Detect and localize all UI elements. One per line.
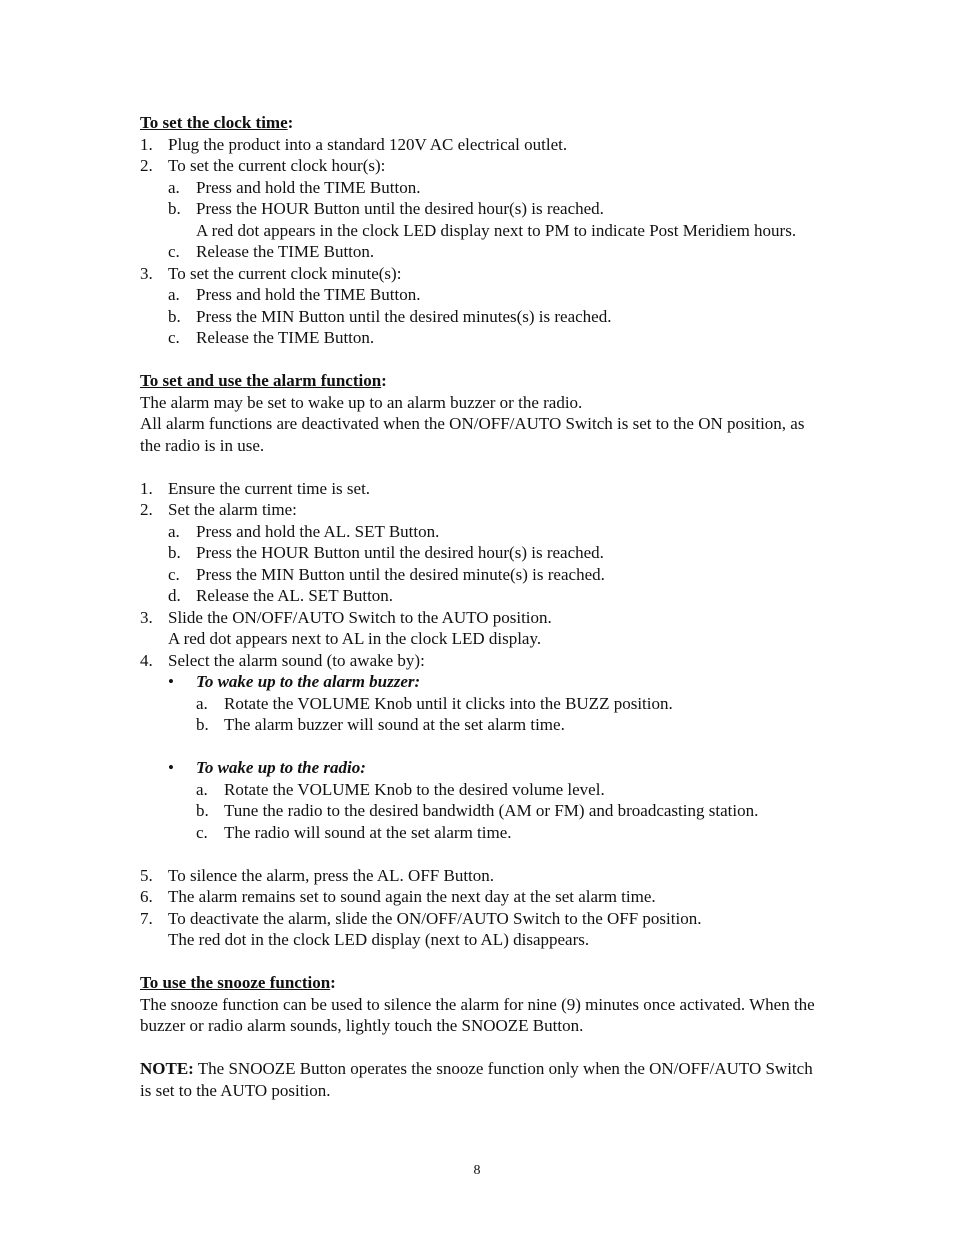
alarm-intro-1: The alarm may be set to wake up to an alarm buzzer or the radio.	[140, 392, 583, 412]
snooze-note-2: is set to the AUTO position.	[140, 1080, 331, 1100]
alarm-step-6: 6. The alarm remains set to sound again the next day at the set alarm time.	[140, 887, 656, 906]
clock-heading: To set the clock time:	[140, 113, 294, 132]
bullet-icon: •	[168, 672, 174, 691]
alarm-step-3: 3. Slide the ON/OFF/AUTO Switch to the AUTO position.	[140, 607, 552, 627]
spacer	[140, 736, 900, 758]
spacer	[140, 843, 900, 865]
alarm-time-sub-c: c. Press the MIN Button until the desired minute(s) is reached.	[168, 564, 605, 584]
radio-sub-c: c. The radio will sound at the set alarm time.	[196, 822, 512, 842]
clock-minute-sub-b: b. Press the MIN Button until the desired minutes(s) is reached.	[168, 306, 612, 326]
snooze-heading: To use the snooze function:	[140, 973, 336, 992]
spacer	[140, 1037, 900, 1059]
clock-step-1: 1. Plug the product into a standard 120V AC electrical outlet.	[140, 134, 568, 154]
alarm-time-sub-a: a. Press and hold the AL. SET Button.	[168, 521, 440, 541]
snooze-text-2: buzzer or radio alarm sounds, lightly touch the SNOOZE Button.	[140, 1016, 584, 1035]
snooze-note: NOTE: The SNOOZE Button operates the snooze function only when the ON/OFF/AUTO Switch	[140, 1059, 813, 1078]
alarm-step-4: 4. Select the alarm sound (to awake by):	[140, 650, 425, 670]
buzzer-sub-a: a. Rotate the VOLUME Knob until it clicks into the BUZZ position.	[196, 693, 673, 713]
spacer	[140, 951, 900, 973]
buzzer-bullet: • To wake up to the alarm buzzer:	[168, 672, 421, 691]
clock-hour-sub-c: c. Release the TIME Button.	[168, 242, 375, 261]
radio-sub-a: a. Rotate the VOLUME Knob to the desired volume level.	[196, 779, 605, 799]
alarm-step-7: 7. To deactivate the alarm, slide the ON/OFF/AUTO Switch to the OFF position.	[140, 908, 702, 928]
spacer	[140, 456, 900, 478]
alarm-time-sub-d: d. Release the AL. SET Button.	[168, 586, 394, 605]
alarm-step-7-note: The red dot in the clock LED display (next to AL) disappears.	[168, 930, 590, 949]
page-number: 8	[473, 1163, 481, 1178]
clock-minute-sub-a: a. Press and hold the TIME Button.	[168, 285, 421, 304]
alarm-intro-2a: All alarm functions are deactivated when the ON/OFF/AUTO Switch is set to the ON position, as	[140, 414, 805, 433]
alarm-step-2: 2. Set the alarm time:	[140, 500, 297, 519]
clock-step-3: 3. To set the current clock minute(s):	[140, 263, 402, 283]
manual-page	[140, 112, 900, 1101]
bullet-icon: •	[168, 758, 174, 777]
radio-sub-b: b. Tune the radio to the desired bandwidth (AM or FM) and broadcasting station.	[196, 801, 759, 820]
alarm-step-5: 5. To silence the alarm, press the AL. OFF Button.	[140, 865, 495, 885]
alarm-heading: To set and use the alarm function:	[140, 371, 387, 390]
alarm-step-3-note: A red dot appears next to AL in the clock LED display.	[168, 629, 542, 648]
clock-hour-note: A red dot appears in the clock LED display next to PM to indicate Post Meridiem hours.	[196, 220, 797, 240]
clock-minute-sub-c: c. Release the TIME Button.	[168, 328, 375, 347]
radio-bullet: • To wake up to the radio:	[168, 758, 366, 777]
clock-step-2: 2. To set the current clock hour(s):	[140, 156, 386, 175]
clock-hour-sub-b: b. Press the HOUR Button until the desired hour(s) is reached.	[168, 199, 604, 218]
alarm-step-1: 1. Ensure the current time is set.	[140, 478, 371, 498]
alarm-intro-2b: the radio is in use.	[140, 435, 265, 455]
clock-hour-sub-a: a. Press and hold the TIME Button.	[168, 177, 421, 197]
snooze-text-1: The snooze function can be used to silence the alarm for nine (9) minutes once activated. When the	[140, 994, 815, 1014]
spacer	[140, 349, 900, 371]
buzzer-sub-b: b. The alarm buzzer will sound at the set alarm time.	[196, 715, 565, 734]
alarm-time-sub-b: b. Press the HOUR Button until the desired hour(s) is reached.	[168, 543, 604, 562]
